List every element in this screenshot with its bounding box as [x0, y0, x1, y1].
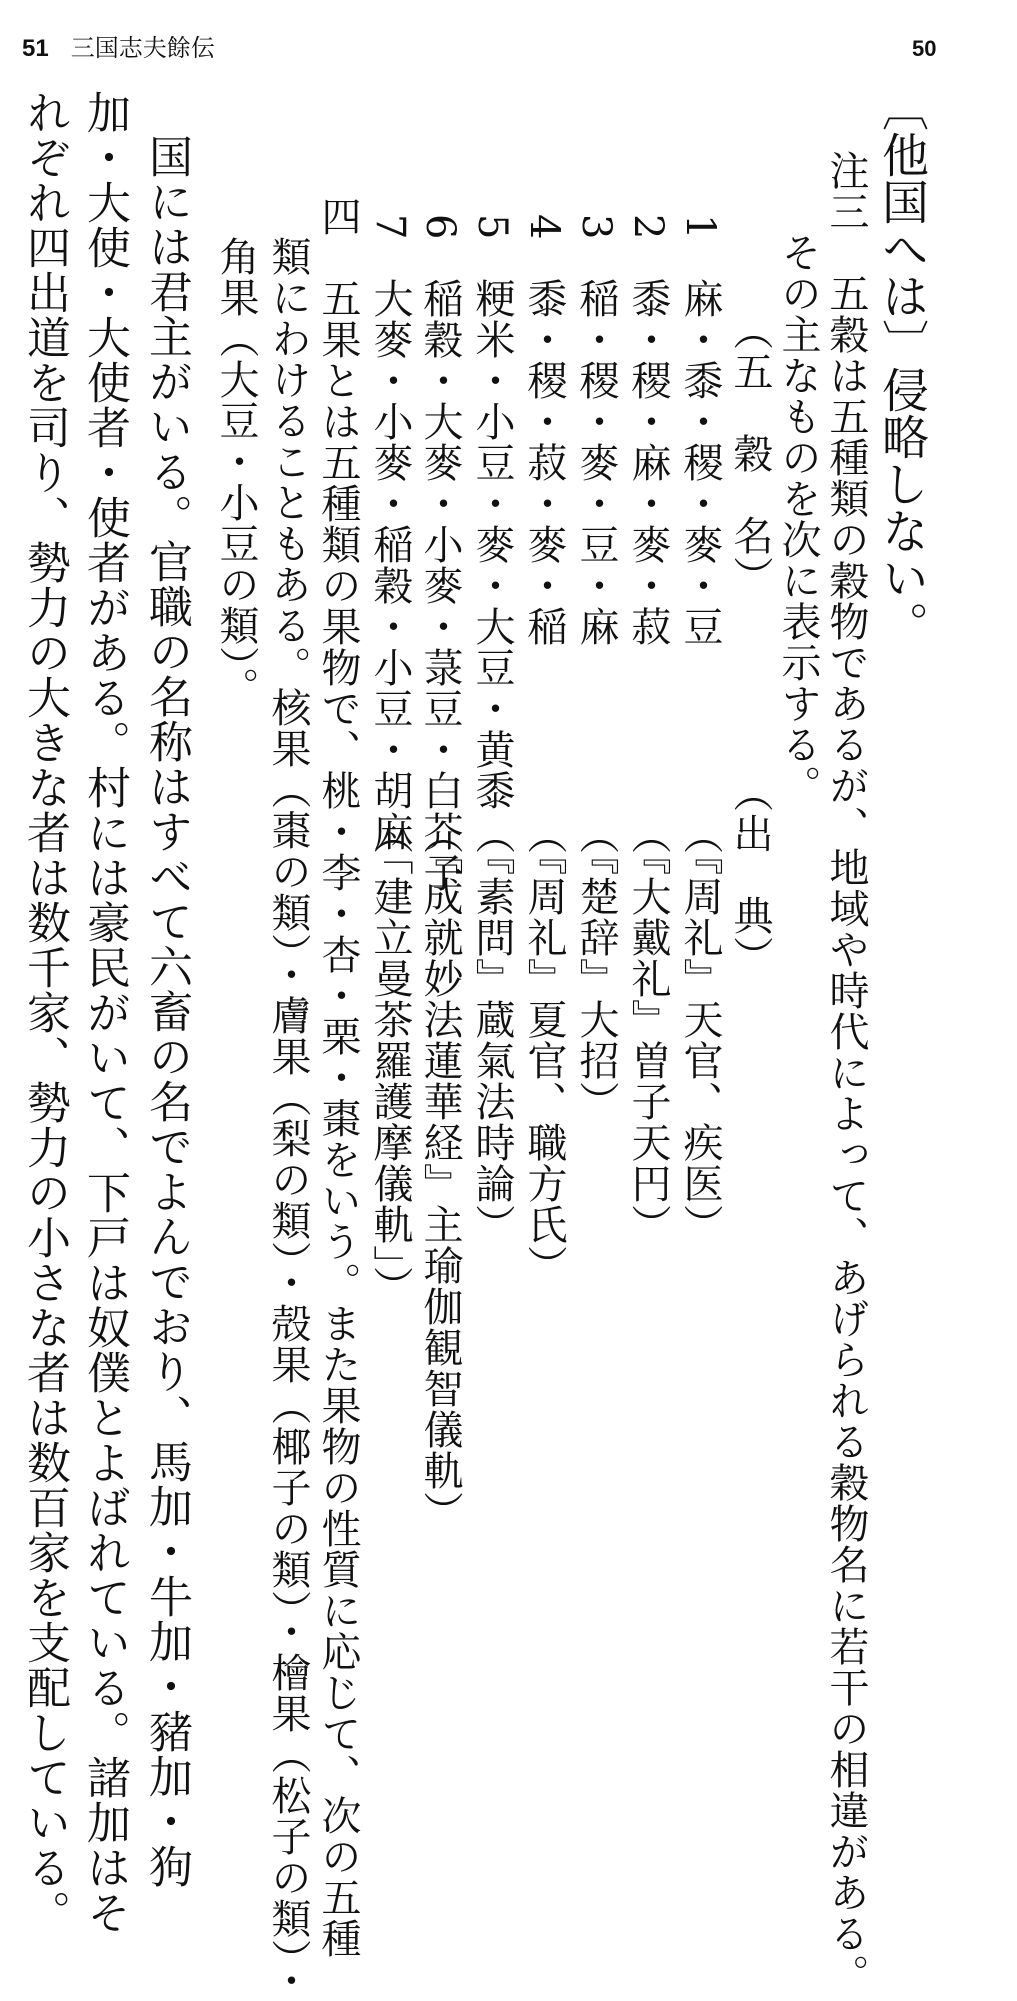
row-source: （『成就妙法蓮華経』主瑜伽観智儀軌）	[417, 814, 463, 1532]
row-grains: 稲穀・大麥・小麥・菉豆・白芥子	[417, 278, 463, 893]
page-number-left: 51	[22, 35, 49, 62]
running-head	[22, 28, 215, 63]
row-grains: 黍・稷・菽・麥・稲	[521, 278, 567, 647]
row-number: 1	[677, 214, 723, 241]
main-text-line1: 国には君主がいる。官職の名称はすべて六畜の名でよんでおり、馬加・牛加・豬加・狗	[141, 134, 192, 1889]
row-number: 2	[625, 214, 671, 241]
row-source: （『楚辞』大招）	[573, 814, 619, 1122]
source-column-header: （出 典）	[727, 772, 773, 977]
note4-line2: 類にわけることもある。核果（棗の類）・膚果（梨の類）・殻果（椰子の類）・檜果（松子の類）・	[265, 236, 311, 2001]
note3-line2: その主なものを次に表示する。	[775, 232, 821, 806]
row-grains: 黍・稷・麻・麥・菽	[625, 278, 671, 647]
row-number: 4	[521, 214, 567, 241]
row-grains: 稲・稷・麥・豆・麻	[573, 278, 619, 647]
row-source: （『大戴礼』曽子天円）	[625, 814, 671, 1245]
note4-line1: 四 五果とは五種類の果物で、桃・李・杏・栗・棗をいう。また果物の性質に応じて、次の五種	[315, 196, 361, 1959]
row-grains: 粳米・小豆・麥・大豆・黄黍	[469, 278, 515, 811]
row-source: （「建立曼茶羅護摩儀軌」）	[367, 814, 413, 1307]
main-text-line2: 加・大使・大使者・使者がある。村には豪民がいて、下戸は奴僕とよばれている。諸加はそ	[79, 90, 130, 1935]
row-grains: 麻・黍・稷・麥・豆	[677, 278, 723, 647]
main-text-line3: れぞれ四出道を司り、勢力の大きな者は数千家、勢力の小さな者は数百家を支配している。	[19, 90, 70, 1935]
note4-line3: 角果（大豆・小豆の類）。	[213, 236, 259, 708]
note3-line1: 注三 五穀は五種類の穀物であるが、地域や時代によって、あげられる穀物名に若干の相違がある。	[823, 150, 869, 1995]
row-source: （『周礼』天官、疾医）	[677, 814, 723, 1245]
row-number: 7	[367, 214, 413, 241]
row-number: 3	[573, 214, 619, 241]
row-grains: 大麥・小麥・稲穀・小豆・胡麻	[367, 278, 413, 852]
grain-column-header: （五 穀 名）	[727, 310, 773, 597]
row-source: （『周礼』夏官、職方氏）	[521, 814, 567, 1286]
row-source: （『素問』蔵氣法時論）	[469, 814, 515, 1245]
row-number: 6	[417, 214, 463, 241]
main-heading: 〔他国へは〕侵略しない。	[874, 84, 929, 648]
row-number: 5	[469, 214, 515, 241]
page-number-right: 50	[912, 36, 937, 61]
running-title: 三国志夫餘伝	[70, 35, 215, 62]
